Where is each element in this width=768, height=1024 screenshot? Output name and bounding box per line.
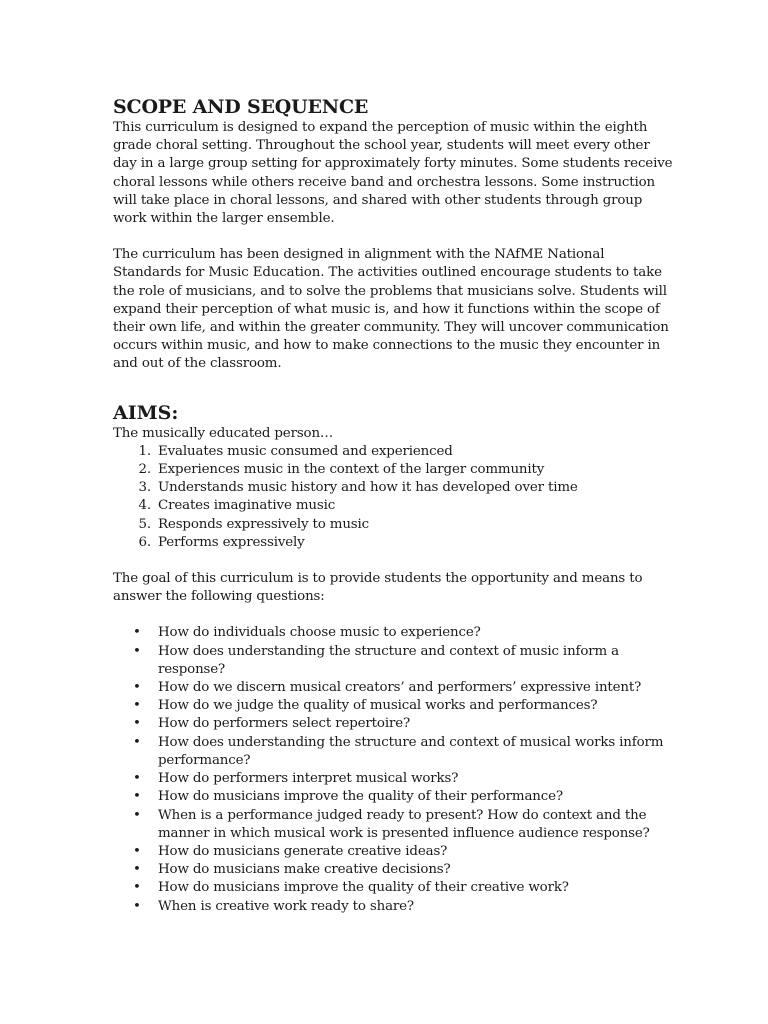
aim-text: Performs expressively [158,534,305,550]
question-item [113,770,673,788]
aim-text: Creates imaginative music [158,498,336,514]
bullet-icon: • [133,734,141,750]
aims-heading: AIMS: [113,401,179,424]
question-item [113,715,673,733]
bullet-icon: • [133,625,141,641]
list-number: 2. [138,462,151,478]
list-number: 1. [138,443,151,459]
bullet-icon: • [133,898,141,914]
question-item [113,697,673,715]
scope-paragraph-1: This curriculum is designed to expand the perception of music within the eighth grade choral setting. Throughout the school year, students will meet every other day in a large group setting for approximately forty minutes. Some students receive choral lessons while others receive band and orchestra lessons. Some instruction will take place in choral lessons, and shared with other students through group work within the larger ensemble. [113,120,673,227]
scope-paragraph-2: The curriculum has been designed in alignment with the NAfME National Standards for Music Education. The activities outlined encourage students to take the role of musicians, and to solve the problems that musicians solve. Students will expand their perception of what music is, and how it functions within the scope of their own life, and within the greater community. They will uncover communication occurs within music, and how to make connections to the music they encounter in and out of the classroom. [113,247,669,372]
question-text: How do musicians make creative decisions? [158,862,451,878]
aim-text: Understands music history and how it has developed over time [158,480,578,496]
question-text: How do musicians improve the quality of their performance? [158,789,563,805]
bullet-icon: • [133,643,141,659]
question-item [113,807,673,843]
question-item [113,624,673,642]
list-number: 6. [138,534,151,550]
question-item [113,898,673,916]
question-text: How do performers select repertoire? [158,716,411,732]
question-text: When is a performance judged ready to present? How do context and the manner in which musical work is presented influence audience response? [158,807,650,841]
bullet-icon: • [133,771,141,787]
aims-intro: The musically educated person… [113,425,334,441]
questions-list [113,624,673,915]
list-number: 4. [138,498,151,514]
question-item [113,861,673,879]
aims-list [113,443,673,552]
aims-list-item [113,497,673,515]
bullet-icon: • [133,807,141,823]
bullet-icon: • [133,680,141,696]
aims-list-item [113,443,673,461]
question-text: How do performers interpret musical works? [158,771,459,787]
question-text: How do individuals choose music to experience? [158,625,481,641]
aims-list-item [113,516,673,534]
document-content [113,95,673,916]
question-text: How does understanding the structure and context of musical works inform performance? [158,734,664,768]
page-title: SCOPE AND SEQUENCE [113,96,369,118]
question-text: How does understanding the structure and context of music inform a response? [158,643,619,677]
list-number: 3. [138,480,151,496]
question-item [113,843,673,861]
question-text: How do musicians generate creative ideas? [158,843,448,859]
bullet-icon: • [133,716,141,732]
question-text: How do we judge the quality of musical works and performances? [158,698,598,714]
aims-list-item [113,479,673,497]
bullet-icon: • [133,880,141,896]
question-item [113,734,673,770]
aim-text: Responds expressively to music [158,516,370,532]
question-item [113,879,673,897]
question-item [113,788,673,806]
list-number: 5. [138,516,151,532]
question-text: When is creative work ready to share? [158,898,414,914]
question-text: How do we discern musical creators’ and performers’ expressive intent? [158,680,642,696]
aim-text: Experiences music in the context of the larger community [158,462,545,478]
question-item [113,643,673,679]
bullet-icon: • [133,843,141,859]
aims-list-item [113,461,673,479]
bullet-icon: • [133,698,141,714]
aims-list-item [113,534,673,552]
bullet-icon: • [133,789,141,805]
question-item [113,679,673,697]
goal-paragraph: The goal of this curriculum is to provide students the opportunity and means to answer the following questions: [113,571,643,605]
bullet-icon: • [133,862,141,878]
question-text: How do musicians improve the quality of their creative work? [158,880,569,896]
aim-text: Evaluates music consumed and experienced [158,443,453,459]
